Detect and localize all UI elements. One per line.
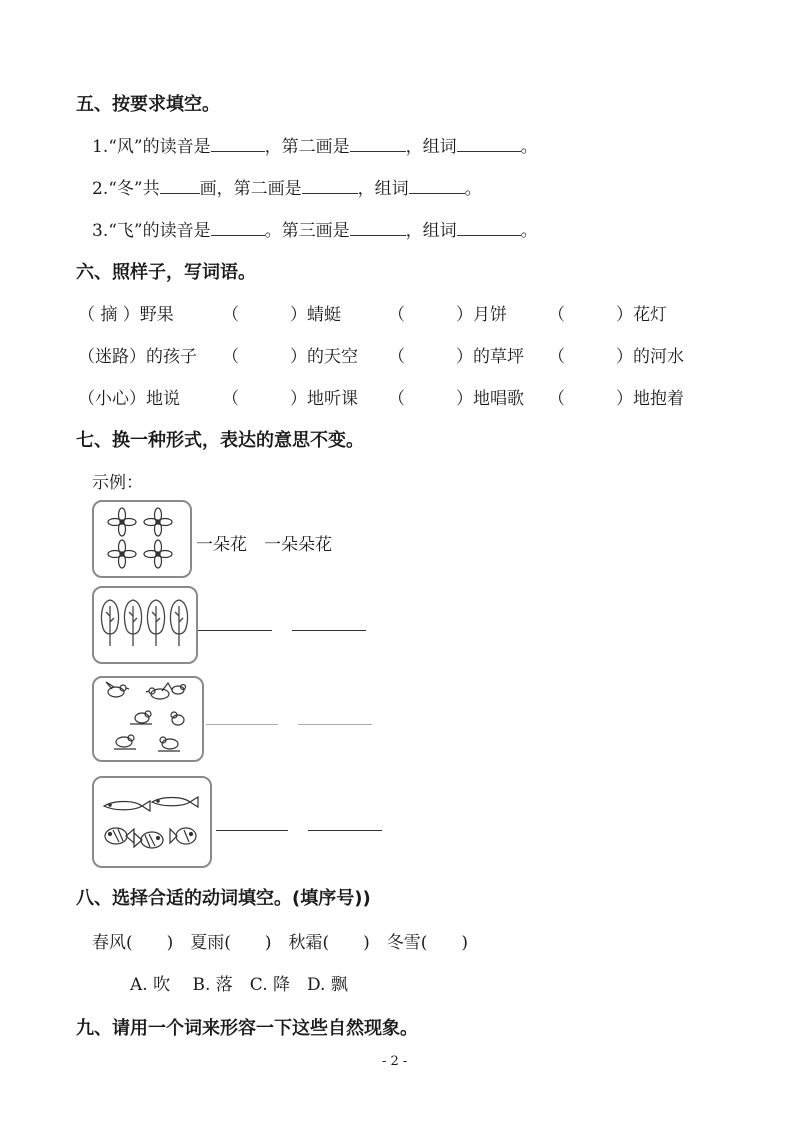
bird-icon	[94, 678, 202, 760]
q1-blank-pinyin[interactable]	[211, 137, 265, 152]
q2-text-c: ，组词	[357, 179, 409, 199]
q2-blank-word[interactable]	[409, 179, 465, 194]
word-cell: （小心）地说	[78, 389, 180, 409]
section-8-heading: 八、选择合适的动词填空。(填序号))	[76, 888, 371, 909]
section-5-heading: 五、按要求填空。	[76, 94, 220, 115]
q3-blank-word[interactable]	[457, 221, 521, 236]
example-answer: 一朵花 一朵朵花	[196, 535, 332, 555]
word-cell: （ 摘 ）野果	[78, 305, 174, 325]
q3-text-c: ，组词	[405, 221, 457, 241]
section-6-heading: 六、照样子，写词语。	[76, 262, 256, 283]
question-5-2	[92, 174, 482, 199]
q3-text-b: 。第三画是	[264, 221, 350, 241]
answer-line-birds-2[interactable]	[298, 724, 372, 725]
section-9-heading: 九、请用一个词来形容一下这些自然现象。	[76, 1018, 418, 1039]
word-cell[interactable]: （ ）花灯	[548, 305, 667, 325]
fish-picture	[92, 776, 212, 868]
word-cell[interactable]: （ ）的河水	[548, 347, 684, 367]
q1-text-c: ，组词	[405, 137, 457, 157]
q1-text-d: 。	[520, 137, 538, 157]
answer-line-birds-1[interactable]	[206, 724, 278, 725]
q3-blank-pinyin[interactable]	[211, 221, 265, 236]
answer-line-fish-2[interactable]	[308, 830, 382, 831]
fish-icon	[94, 778, 210, 866]
word-cell: （迷路）的孩子	[78, 347, 197, 367]
example-label: 示例：	[92, 473, 143, 493]
q3-blank-stroke[interactable]	[350, 221, 406, 236]
word-cell[interactable]: （ ）地抱着	[548, 389, 684, 409]
question-5-1	[92, 132, 538, 157]
birds-picture	[92, 676, 204, 762]
q1-blank-word[interactable]	[457, 137, 521, 152]
answer-line-trees-1[interactable]	[198, 630, 272, 631]
question-5-3	[92, 216, 538, 241]
word-cell[interactable]: （ ）月饼	[388, 305, 507, 325]
word-cell[interactable]: （ ）的天空	[222, 347, 358, 367]
word-cell[interactable]: （ ）的草坪	[388, 347, 524, 367]
q2-text-a: 2.“冬”共	[92, 179, 160, 199]
trees-picture	[92, 586, 198, 664]
page-number: - 2 -	[382, 1054, 408, 1069]
flowers-picture	[92, 500, 192, 578]
q1-text-b: ，第二画是	[264, 137, 350, 157]
word-cell[interactable]: （ ）地听课	[222, 389, 358, 409]
word-cell[interactable]: （ ）地唱歌	[388, 389, 524, 409]
q1-blank-stroke[interactable]	[350, 137, 406, 152]
answer-line-fish-1[interactable]	[216, 830, 288, 831]
answer-line-trees-2[interactable]	[292, 630, 366, 631]
section-7-heading: 七、换一种形式，表达的意思不变。	[76, 430, 364, 451]
q3-text-a: 3.“飞”的读音是	[92, 221, 211, 241]
verb-options: A. 吹 B. 落 C. 降 D. 飘	[130, 975, 348, 995]
q1-text-a: 1.“风”的读音是	[92, 137, 211, 157]
q2-blank-stroke[interactable]	[302, 179, 358, 194]
q2-text-b: 画，第二画是	[199, 179, 302, 199]
verb-blanks[interactable]: 春风( ) 夏雨( ) 秋霜( ) 冬雪( )	[92, 933, 469, 953]
word-cell[interactable]: （ ）蜻蜓	[222, 305, 341, 325]
q2-text-d: 。	[464, 179, 482, 199]
flower-icon	[94, 502, 190, 576]
tree-icon	[94, 588, 196, 662]
q3-text-d: 。	[520, 221, 538, 241]
q2-blank-count[interactable]	[160, 179, 200, 194]
